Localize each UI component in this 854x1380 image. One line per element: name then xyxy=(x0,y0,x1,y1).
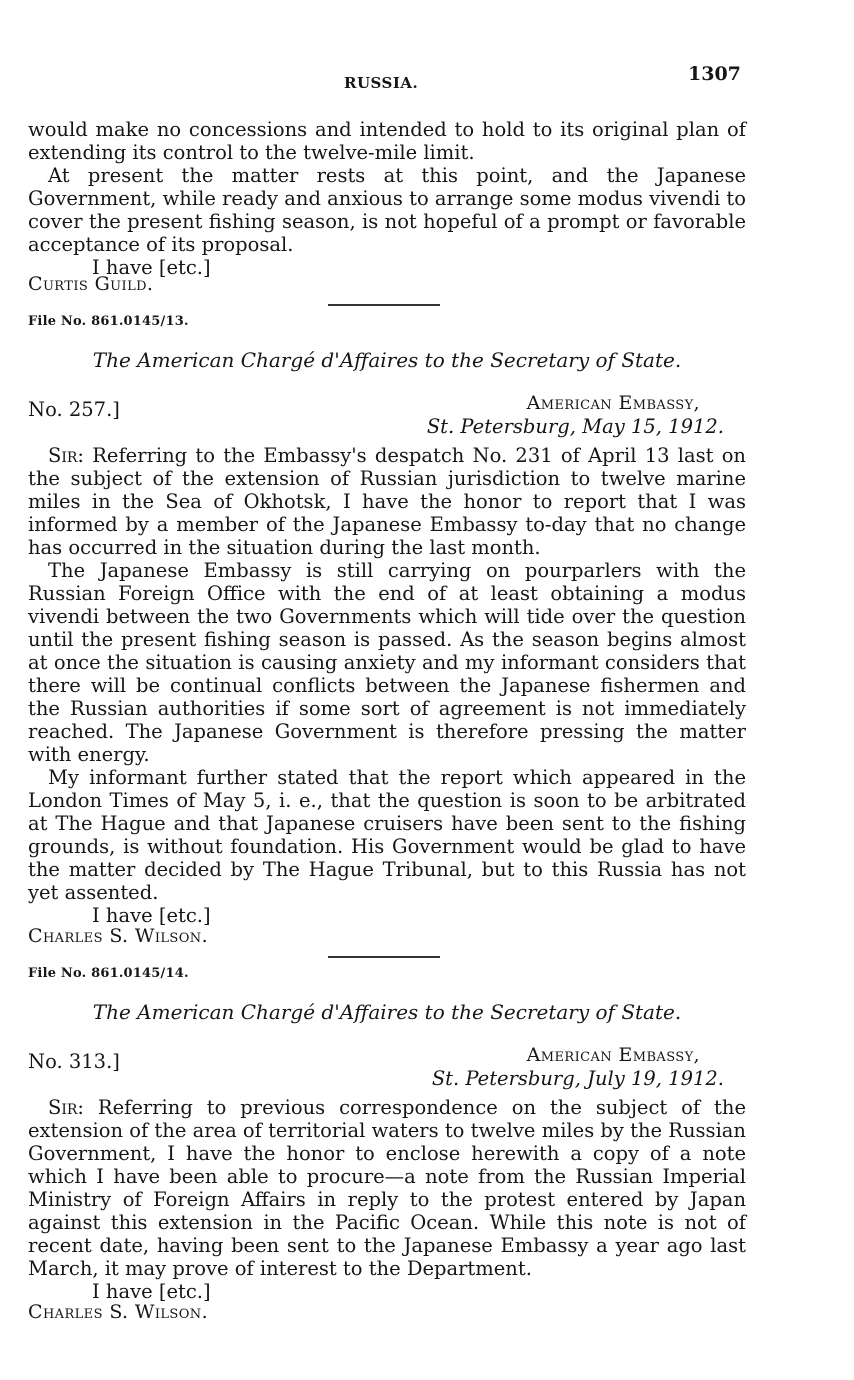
signature: Charles S. Wilson. xyxy=(28,925,209,947)
page-number: 1307 xyxy=(688,63,741,85)
closing-line: I have [etc.] xyxy=(92,904,211,927)
running-title: RUSSIA. xyxy=(344,74,419,92)
embassy-name: American Embassy, xyxy=(526,392,700,414)
letter-heading: The American Chargé d'Affaires to the Secretary of State. xyxy=(92,1000,682,1024)
salutation: Sir: xyxy=(48,444,84,467)
letter-paragraph-3: My informant further stated that the report which appeared in the London Times of May 5, i. e., that the question is soon to be arbitrated at The Hague and that Japanese cruisers have been sent to the fishing grounds, is without foundation. His Government would be glad to have the matter decided by The Hague Tribunal, but to this Russia has not yet assented. xyxy=(28,766,746,904)
signature: Curtis Guild. xyxy=(28,273,154,295)
letter-paragraph-2: The Japanese Embassy is still carrying on pourparlers with the Russian Foreign Office with the end of at least obtaining a modus vivendi between the two Governments which will tide over the question until the present fishing season is passed. As the season begins almost at once the situation is causing anxiety and my informant considers that there will be continual conflicts between the Japanese fishermen and the Russian authorities if some sort of agreement is not immediately reached. The Japanese Government is therefore pressing the matter with energy. xyxy=(28,559,746,766)
paragraph-text: Referring to previous correspondence on the subject of the extension of the area of territorial waters to twelve miles by the Russian Government, I have the honor to enclose herewith a copy of a note which I have been able to procure—a note from the Russian Imperial Ministry of Foreign Affairs in reply to the protest entered by Japan against this extension in the Pacific Ocean. While this note is not of recent date, having been sent to the Japanese Embassy a year ago last March, it may prove of interest to the Department. xyxy=(28,1096,746,1280)
section-divider xyxy=(328,304,440,306)
closing-line: I have [etc.] xyxy=(92,256,211,279)
letter-257 xyxy=(28,310,746,948)
intro-paragraph-1: would make no concessions and intended to hold to its original plan of extending its control to the twelve-mile limit. xyxy=(28,118,746,164)
section-divider xyxy=(328,956,440,958)
place-date: St. Petersburg, May 15, 1912. xyxy=(426,415,724,438)
page-body xyxy=(28,118,746,1324)
dateline xyxy=(28,392,746,438)
intro-paragraph-2: At present the matter rests at this point, and the Japanese Government, while ready and anxious to arrange some modus vivendi to cover the present fishing season, is not hopeful of a prompt or favorable acceptance of its proposal. xyxy=(28,164,746,256)
dateline xyxy=(28,1044,746,1090)
letter-paragraph-1 xyxy=(28,1096,746,1280)
closing-line: I have [etc.] xyxy=(92,1280,211,1303)
letter-heading: The American Chargé d'Affaires to the Secretary of State. xyxy=(92,348,682,372)
letter-313 xyxy=(28,962,746,1324)
place-date: St. Petersburg, July 19, 1912. xyxy=(431,1067,724,1090)
file-number: File No. 861.0145/13. xyxy=(28,314,189,329)
signature: Charles S. Wilson. xyxy=(28,1301,209,1323)
salutation: Sir: xyxy=(48,1096,84,1119)
page-header xyxy=(0,60,854,96)
despatch-number: No. 257.] xyxy=(28,398,120,421)
embassy-name: American Embassy, xyxy=(526,1044,700,1066)
letter-paragraph-1 xyxy=(28,444,746,559)
despatch-number: No. 313.] xyxy=(28,1050,120,1073)
paragraph-text: Referring to the Embassy's despatch No. 231 of April 13 last on the subject of the extension of Russian jurisdiction to twelve marine miles in the Sea of Okhotsk, I have the honor to report that I was informed by a member of the Japanese Embassy to-day that no change has occurred in the situation during the last month. xyxy=(28,444,746,559)
file-number: File No. 861.0145/14. xyxy=(28,966,189,981)
intro-continuation xyxy=(28,118,746,296)
